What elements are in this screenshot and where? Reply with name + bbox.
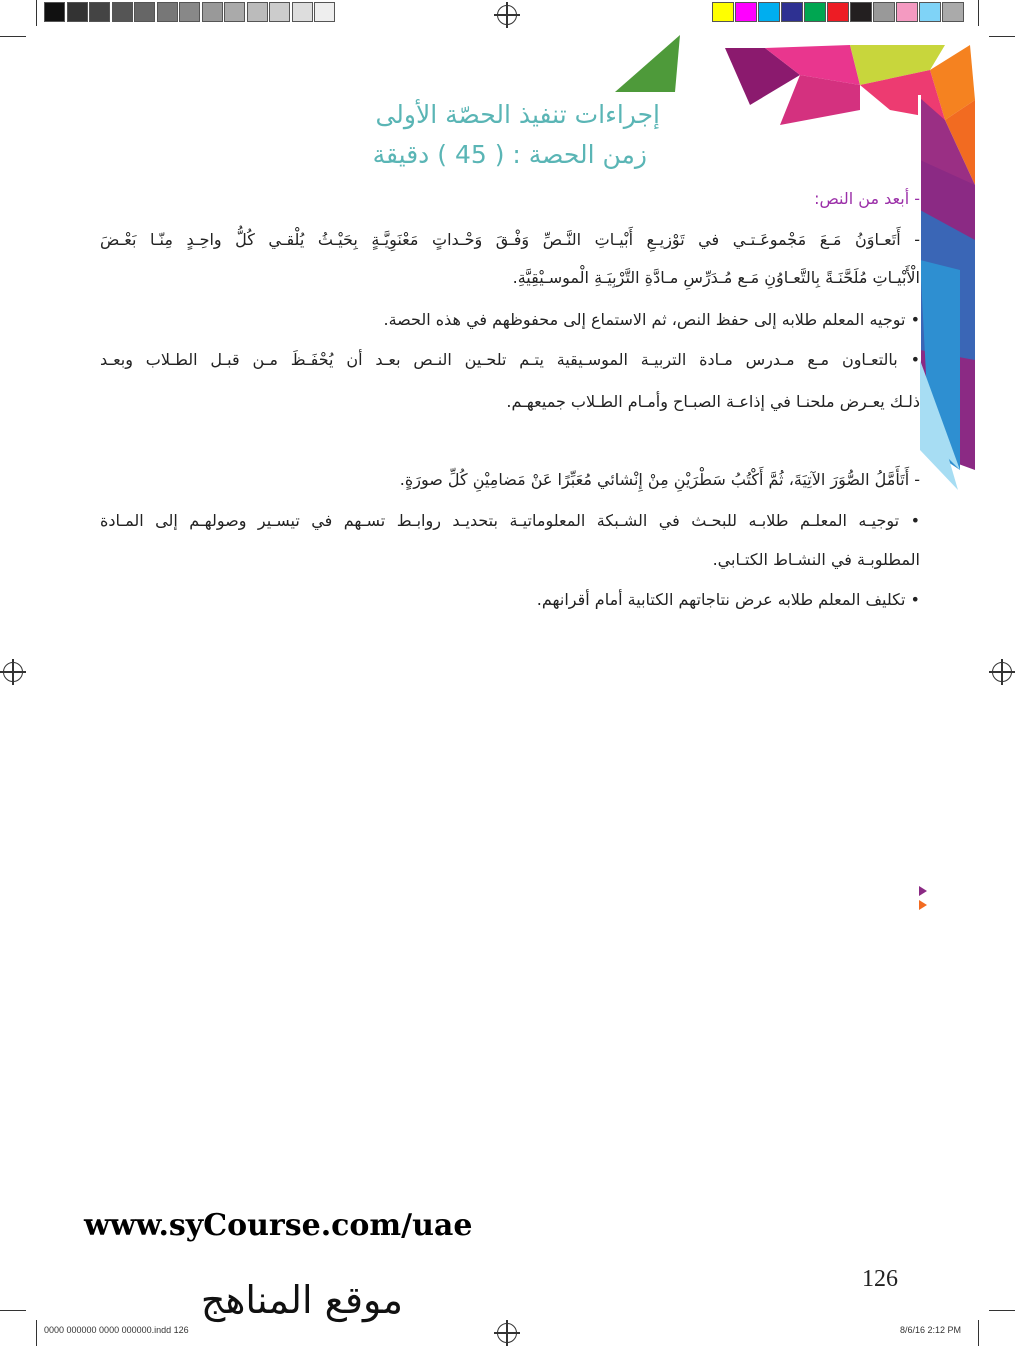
color-swatch [804,2,826,22]
color-swatch [781,2,803,22]
color-swatch [758,2,780,22]
lesson-duration: زمن الحصة : ( 45 ) دقيقة [372,140,647,169]
gray-swatch [67,2,88,22]
paragraph-cooperation-line-1: - أَتَعـاوَنُ مَـعَ مَجْموعَـتـي في تَوْزيـعِ أَبْيـاتِ النَّـصِّ وَفْـقَ وَحْـداتٍ مَعْنَوِيَّـةٍ بِحَيْـثُ يُلْقـي كُلُّ واحِـدٍ مِنّـا بَعْـضَ [100,230,920,249]
color-swatch [896,2,918,22]
crop-mark [36,1320,37,1346]
website-url: www.syCourse.com/uae [84,1208,473,1243]
registration-mark-top-icon [497,5,517,25]
gray-swatch [179,2,200,22]
bullet-search-line-1: • توجيـه المعلـم طلابـه للبحـث في الشـبكة المعلوماتيـة بتحديـد روابـط تسـهم في تيسـير وصولهـم إلى المـادة [100,511,920,530]
registration-mark-left-icon [3,662,23,682]
color-swatch [919,2,941,22]
gray-swatch [157,2,178,22]
bullet-music-line-2: ذلـك يعـرض ملحنـا في إذاعـة الصبـاح وأمـام الطـلاب جميعهـم. [506,392,920,411]
paragraph-pictures: - أَتَأَمَّلُ الصُّوَرَ الآتِيَةَ، ثُمَّ أَكْتُبُ سَطْرَيْنِ مِنْ إِنْشائي مُعَبِّرًا عَنْ مَضامِيْنِ كُلِّ صورَةٍ. [399,470,920,489]
date-slug: 8/6/16 2:12 PM [900,1325,962,1335]
crop-mark [36,0,37,26]
gray-swatch [89,2,110,22]
gray-swatch [44,2,65,22]
bullet-music-line-1: • بالتعـاون مـع مـدرس مـادة التربيـة الموسـيقية يتـم تلحـين النـص بعـد أن يُحْفَـظَ مـن قبـل الطـلاب وبعـد [100,350,920,369]
crop-mark [989,1310,1015,1311]
registration-mark-bottom-icon [497,1323,517,1343]
color-swatch [735,2,757,22]
gray-swatch [314,2,335,22]
page-number: 126 [862,1266,898,1292]
beyond-text-label: - أبعد من النص: [814,189,920,208]
bullet-search-line-2: المطلوبـة في النشـاط الكتـابي. [712,550,920,569]
crop-mark [978,0,979,26]
color-swatch [850,2,872,22]
crop-mark [0,1310,26,1311]
lesson-title: إجراءات تنفيذ الحصّة الأولى [375,100,660,129]
gray-swatch [269,2,290,22]
bullet-present: • تكليف المعلم طلابه عرض نتاجاتهم الكتابية أمام أقرانهم. [536,590,920,609]
registration-mark-right-icon [992,662,1012,682]
gray-swatch [112,2,133,22]
gray-swatch [224,2,245,22]
color-swatch [712,2,734,22]
color-swatch [873,2,895,22]
paragraph-cooperation-line-2: الْأَبْيـاتِ مُلَحَّنَـةً بِالتَّعـاوُنِ مَـع مُـدَرِّسِ مـادَّةِ التَّرْبِيَـةِ الْموسـيْقِيَّةِ. [512,268,920,287]
gray-swatch [247,2,268,22]
color-swatch [827,2,849,22]
crop-mark [0,36,26,37]
gray-swatch [292,2,313,22]
color-swatch [942,2,964,22]
gray-swatch [202,2,223,22]
decorative-shapes-icon [600,30,1015,500]
bullet-memorize: • توجيه المعلم طلابه إلى حفظ النص، ثم الاستماع إلى محفوظهم في هذه الحصة. [383,310,920,329]
arrow-marker-icon [917,884,929,912]
crop-mark [978,1320,979,1346]
file-slug: 0000 000000 0000 000000.indd 126 [44,1325,189,1335]
gray-swatch [134,2,155,22]
site-name: موقع المناهج [200,1278,403,1322]
